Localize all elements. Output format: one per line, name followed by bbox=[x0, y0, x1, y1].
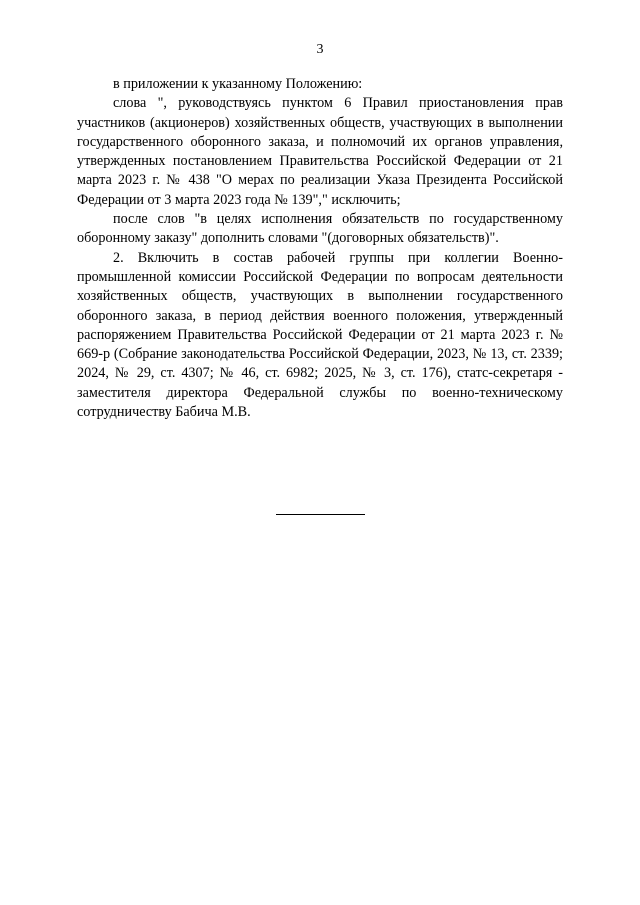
document-body bbox=[77, 75, 563, 422]
paragraph-words-addition: после слов "в целях исполнения обязательств по государственному оборонному заказу" дополнить словами "(договорных обязательств)". bbox=[77, 211, 563, 247]
page-number: 3 bbox=[316, 42, 324, 57]
paragraph-appendix-intro: в приложении к указанному Положению: bbox=[113, 76, 363, 92]
paragraph-words-removal: слова ", руководствуясь пунктом 6 Правил приостановления прав участников (акционеров) хозяйственных обществ, участвующих в выполнении государственного оборонного заказа, и полномочий их органов управления, утвержденных постановлением Правительства Российской Федерации от 21 марта 2023 г. № 438 "О мерах по реализации Указа Президента Российской Федерации от 3 марта 2023 года № 139"," исключить; bbox=[77, 95, 563, 208]
paragraph-item-2: 2. Включить в состав рабочей группы при коллегии Военно-промышленной комиссии Российской Федерации по вопросам деятельности хозяйственных обществ, участвующих в выполнении государственного оборонного заказа, в период действия военного положения, утвержденный распоряжением Правительства Российской Федерации от 21 марта 2023 г. № 669-р (Собрание законодательства Российской Федерации, 2023, № 13, ст. 2339; 2024, № 29, ст. 4307; № 46, ст. 6982; 2025, № 3, ст. 176), статс-секретаря - заместителя директора Федеральной службы по военно-техническому сотрудничеству Бабича М.В. bbox=[77, 249, 563, 421]
closing-divider-line bbox=[276, 514, 365, 515]
